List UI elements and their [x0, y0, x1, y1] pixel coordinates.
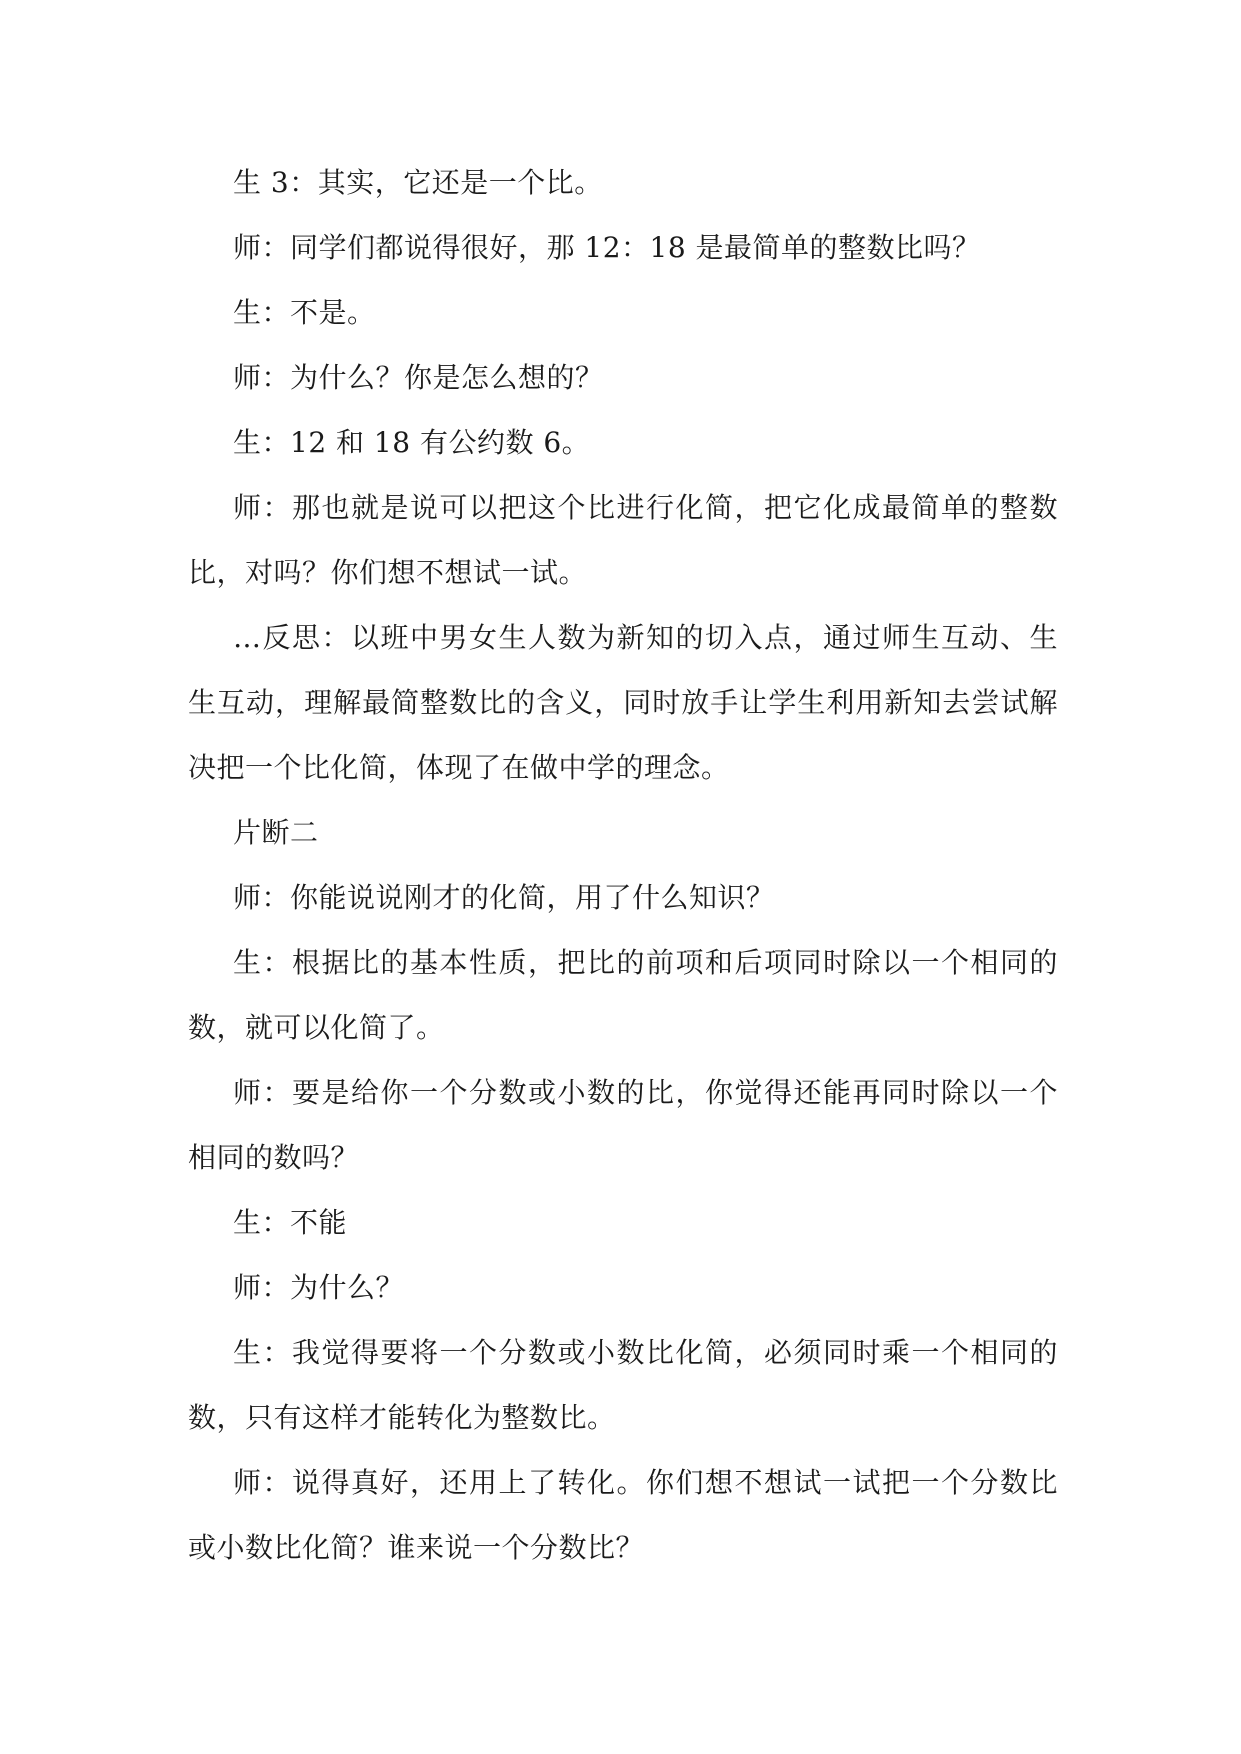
paragraph-5: 生：12 和 18 有公约数 6。 [233, 426, 591, 459]
document-page [188, 150, 1058, 1580]
paragraph-9: 师：你能说说刚才的化简，用了什么知识？ [233, 881, 775, 914]
paragraph-12: 生：不能 [233, 1206, 348, 1239]
paragraph-13: 师：为什么？ [233, 1271, 405, 1304]
paragraph-10: 生：根据比的基本性质，把比的前项和后项同时除以一个相同的数，就可以化简了。 [188, 946, 1058, 1044]
paragraph-4: 师：为什么？你是怎么想的？ [233, 361, 604, 394]
paragraph-15: 师：说得真好，还用上了转化。你们想不想试一试把一个分数比或小数比化简？谁来说一个分数比？ [188, 1466, 1058, 1564]
reflection-paragraph: …反思：以班中男女生人数为新知的切入点，通过师生互动、生生互动，理解最简整数比的含义，同时放手让学生利用新知去尝试解决把一个比化简，体现了在做中学的理念。 [188, 621, 1058, 784]
section-heading: 片断二 [233, 816, 319, 849]
paragraph-1: 生 3：其实，它还是一个比。 [233, 166, 603, 199]
paragraph-2: 师：同学们都说得很好，那 12：18 是最简单的整数比吗？ [233, 231, 981, 264]
paragraph-14: 生：我觉得要将一个分数或小数比化简，必须同时乘一个相同的数，只有这样才能转化为整数比。 [188, 1336, 1058, 1434]
paragraph-3: 生：不是。 [233, 296, 376, 329]
paragraph-6: 师：那也就是说可以把这个比进行化简，把它化成最简单的整数比，对吗？你们想不想试一试。 [188, 491, 1058, 589]
paragraph-11: 师：要是给你一个分数或小数的比，你觉得还能再同时除以一个相同的数吗？ [188, 1076, 1058, 1174]
